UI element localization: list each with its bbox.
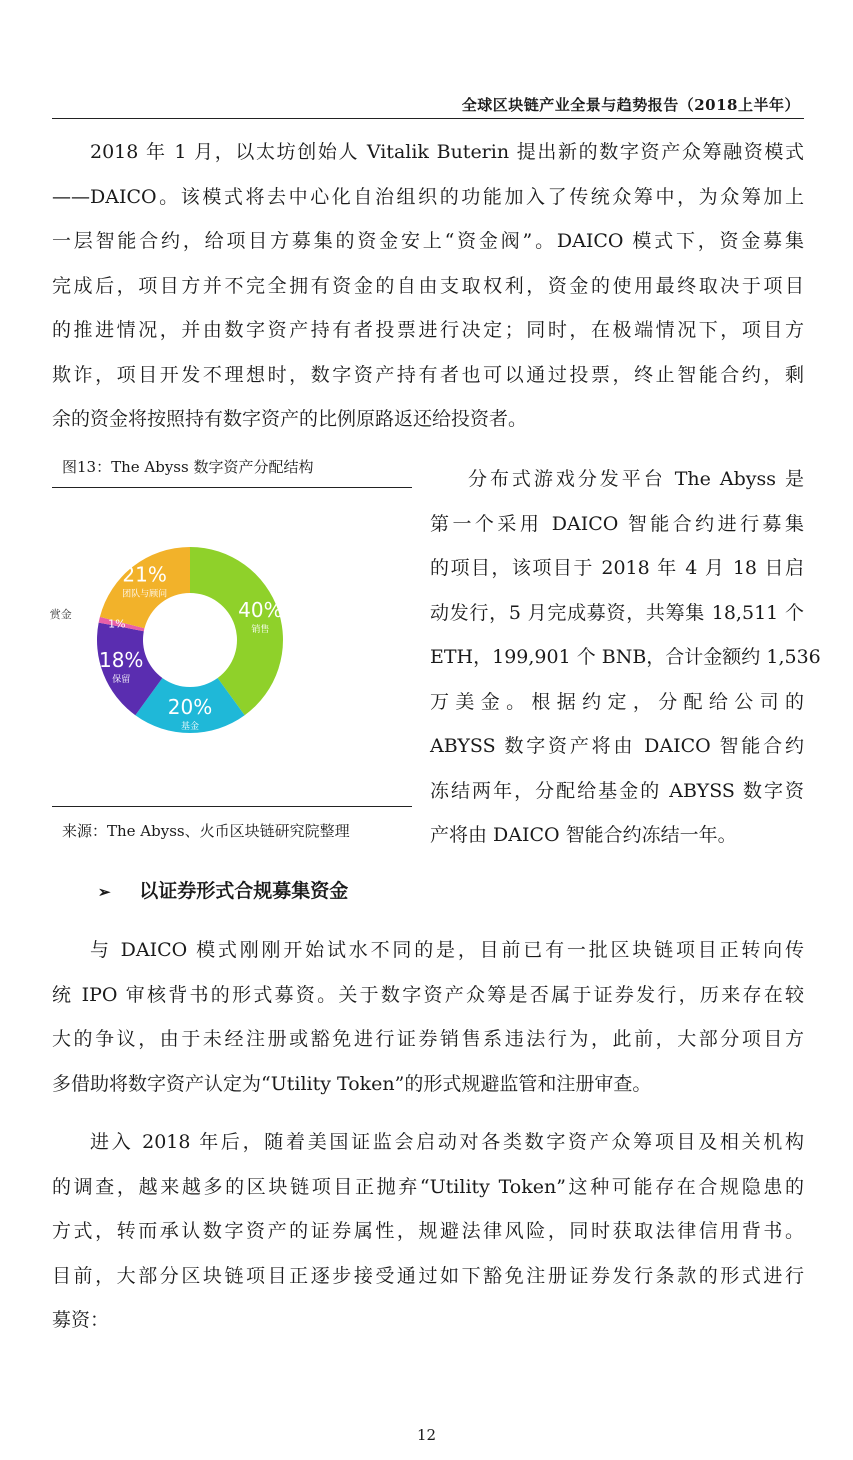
slice-category-label: 销售 bbox=[251, 625, 270, 636]
section-heading bbox=[98, 876, 348, 903]
text-line: 的推进情况，并由数字资产持有者投票进行决定；同时，在极端情况下，项目方 bbox=[52, 319, 804, 341]
text-line: 2018 年 1 月，以太坊创始人 Vitalik Buterin 提出新的数字资产众筹融资模式 bbox=[90, 141, 804, 163]
text-line: 的调查，越来越多的区块链项目正抛弃“Utility Token”这种可能存在合规隐患的 bbox=[52, 1175, 804, 1198]
figure-source: 来源：The Abyss、火币区块链研究院整理 bbox=[62, 822, 350, 840]
text-line: ETH，199,901 个 BNB，合计金额约 1,536 bbox=[430, 646, 821, 668]
text-line: 进入 2018 年后，随着美国证监会启动对各类数字资产众筹项目及相关机构 bbox=[90, 1131, 804, 1153]
text-line: 的项目，该项目于 2018 年 4 月 18 日启 bbox=[430, 557, 804, 579]
slice-percent-label: 1% bbox=[108, 617, 126, 631]
text-line: 分布式游戏分发平台 The Abyss 是 bbox=[468, 468, 804, 490]
slice-category-label: 保留 bbox=[112, 675, 131, 686]
slice-category-label: 团队与顾问 bbox=[122, 589, 168, 600]
text-line: 动发行，5 月完成募资，共筹集 18,511 个 bbox=[430, 601, 804, 624]
text-line: 大的争议，由于未经注册或豁免进行证券销售系违法行为，此前，大部分项目方 bbox=[52, 1028, 804, 1050]
slice-percent-label: 40% bbox=[238, 598, 283, 623]
slice-percent-label: 21% bbox=[122, 562, 167, 587]
text-line: 一层智能合约，给项目方募集的资金安上“资金阀”。DAICO 模式下，资金募集 bbox=[52, 230, 804, 252]
text-line: 统 IPO 审核背书的形式募资。关于数字资产众筹是否属于证券发行，历来存在较 bbox=[52, 983, 804, 1006]
text-line: 余的资金将按照持有数字资产的比例原路返还给投资者。 bbox=[52, 408, 528, 430]
slice-percent-label: 20% bbox=[167, 695, 213, 719]
text-line: 欺诈，项目开发不理想时，数字资产持有者也可以通过投票，终止智能合约，剩 bbox=[52, 363, 804, 386]
text-line: 万美金。根据约定，分配给公司的 bbox=[430, 690, 804, 713]
figure-top-rule bbox=[52, 487, 412, 488]
header-rule bbox=[52, 118, 804, 119]
running-header: 全球区块链产业全景与趋势报告（2018上半年） bbox=[461, 96, 800, 114]
page-number: 12 bbox=[416, 1426, 437, 1444]
paragraph-securities bbox=[52, 928, 804, 1106]
paragraph-the-abyss bbox=[430, 457, 821, 858]
text-line: 完成后，项目方并不完全拥有资金的自由支取权利，资金的使用最终取决于项目 bbox=[52, 274, 804, 297]
text-line: 第一个采用 DAICO 智能合约进行募集 bbox=[430, 512, 804, 535]
paragraph-2018 bbox=[52, 1120, 804, 1343]
section-title: 以证券形式合规募集资金 bbox=[139, 880, 349, 902]
slice-category-label: 基金 bbox=[180, 722, 200, 732]
text-line: 产将由 DAICO 智能合约冻结一年。 bbox=[430, 824, 737, 846]
slice-percent-label: 18% bbox=[98, 648, 144, 673]
outside-slice-label: 赏金 bbox=[49, 607, 72, 621]
text-line: 目前，大部分区块链项目正逐步接受通过如下豁免注册证券发行条款的形式进行 bbox=[52, 1264, 804, 1287]
text-line: 冻结两年，分配给基金的 ABYSS 数字资 bbox=[430, 779, 804, 802]
text-line: 方式，转而承认数字资产的证券属性，规避法律风险，同时获取法律信用背书。 bbox=[52, 1220, 804, 1242]
figure-bottom-rule bbox=[52, 806, 412, 807]
text-line: 募资： bbox=[52, 1309, 110, 1331]
text-line: ——DAICO。该模式将去中心化自治组织的功能加入了传统众筹中，为众筹加上 bbox=[52, 185, 804, 208]
figure-caption: 图13：The Abyss 数字资产分配结构 bbox=[62, 458, 314, 476]
text-line: 多借助将数字资产认定为“Utility Token”的形式规避监管和注册审查。 bbox=[52, 1072, 652, 1095]
text-line: ABYSS 数字资产将由 DAICO 智能合约 bbox=[430, 735, 804, 757]
donut-chart bbox=[49, 495, 360, 795]
text-line: 与 DAICO 模式刚刚开始试水不同的是，目前已有一批区块链项目正转向传 bbox=[90, 939, 804, 961]
paragraph-daico-intro bbox=[52, 130, 804, 442]
donut-slice bbox=[100, 547, 190, 628]
arrow-bullet-icon: ➢ bbox=[98, 883, 111, 901]
